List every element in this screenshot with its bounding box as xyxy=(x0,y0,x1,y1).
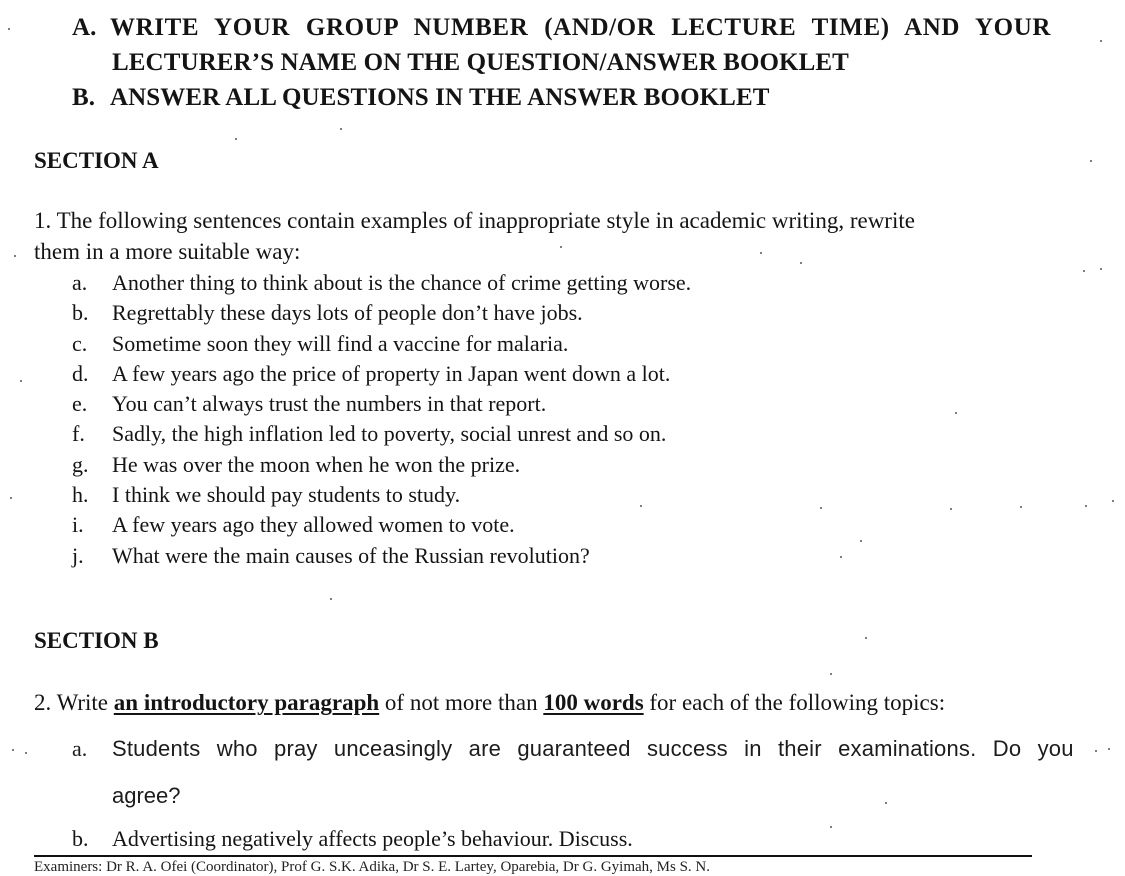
question-2-item-a-continuation: agree? xyxy=(112,783,181,808)
item-text: What were the main causes of the Russian revolution? xyxy=(112,542,590,568)
item-text: Students who pray unceasingly are guaranteed success in their examinations. Do you xyxy=(112,736,1074,761)
item-text: Advertising negatively affects people’s behaviour. Discuss. xyxy=(112,826,633,851)
item-marker: a. xyxy=(72,270,88,295)
question-2-emphasis-words: 100 words xyxy=(543,690,644,715)
item-marker: e. xyxy=(72,391,88,417)
item-text: Another thing to think about is the chance of crime getting worse. xyxy=(112,270,692,295)
item-marker: g. xyxy=(72,451,89,477)
question-2-middle: of not more than xyxy=(379,690,544,715)
item-text: A few years ago they allowed women to vote. xyxy=(112,512,515,538)
footer-divider xyxy=(34,855,1032,857)
question-1-line-1: 1. The following sentences contain examples of inappropriate style in academic writing, rewrite xyxy=(34,208,915,233)
instruction-a-line-1: WRITE YOUR GROUP NUMBER (AND/OR LECTURE TIME) AND YOUR xyxy=(110,14,1052,41)
question-1-items xyxy=(72,268,691,571)
item-marker: a. xyxy=(72,736,88,761)
list-item xyxy=(72,359,691,389)
list-item xyxy=(72,541,691,571)
question-2-prompt xyxy=(34,690,945,716)
list-item xyxy=(72,298,691,328)
list-item xyxy=(72,510,691,540)
item-marker: j. xyxy=(72,542,84,568)
list-item xyxy=(72,389,691,419)
question-2-suffix: for each of the following topics: xyxy=(643,690,946,715)
item-marker: d. xyxy=(72,360,89,386)
list-item xyxy=(72,268,691,298)
item-text: Regrettably these days lots of people don’t have jobs. xyxy=(112,300,583,326)
section-b-heading: SECTION B xyxy=(34,628,159,653)
list-item xyxy=(72,480,691,510)
item-marker: f. xyxy=(72,421,85,447)
item-text: Sadly, the high inflation led to poverty, social unrest and so on. xyxy=(112,421,667,447)
item-marker: b. xyxy=(72,300,89,326)
instruction-a-letter: A. xyxy=(72,14,97,41)
item-marker: b. xyxy=(72,826,89,851)
question-2-item-a xyxy=(72,736,1074,762)
list-item xyxy=(72,419,691,449)
item-marker: h. xyxy=(72,482,89,508)
item-text: I think we should pay students to study. xyxy=(112,482,461,508)
question-2-prefix: 2. Write xyxy=(34,690,114,715)
instruction-b-letter: B. xyxy=(72,84,96,111)
list-item xyxy=(72,329,691,359)
item-marker: i. xyxy=(72,512,84,538)
footer-examiners: Examiners: Dr R. A. Ofei (Coordinator), Prof G. S.K. Adika, Dr S. E. Lartey, Oparebia, Dr G. Gyimah, Ms S. N. xyxy=(34,859,711,875)
list-item xyxy=(72,450,691,480)
item-text: Sometime soon they will find a vaccine for malaria. xyxy=(112,330,569,356)
question-2-emphasis-paragraph: an introductory paragraph xyxy=(113,690,380,715)
item-text: A few years ago the price of property in Japan went down a lot. xyxy=(112,360,671,386)
instruction-b xyxy=(72,84,770,112)
instruction-b-text: ANSWER ALL QUESTIONS IN THE ANSWER BOOKLET xyxy=(110,84,770,111)
item-marker: c. xyxy=(72,330,88,356)
question-2-item-b xyxy=(72,826,633,852)
item-text: You can’t always trust the numbers in that report. xyxy=(112,391,547,417)
item-text: He was over the moon when he won the prize. xyxy=(112,451,521,477)
instruction-a xyxy=(72,14,1051,42)
question-1-line-2: them in a more suitable way: xyxy=(34,239,301,264)
instruction-a-line-2: LECTURER’S NAME ON THE QUESTION/ANSWER BOOKLET xyxy=(112,49,849,76)
section-a-heading: SECTION A xyxy=(34,148,159,173)
